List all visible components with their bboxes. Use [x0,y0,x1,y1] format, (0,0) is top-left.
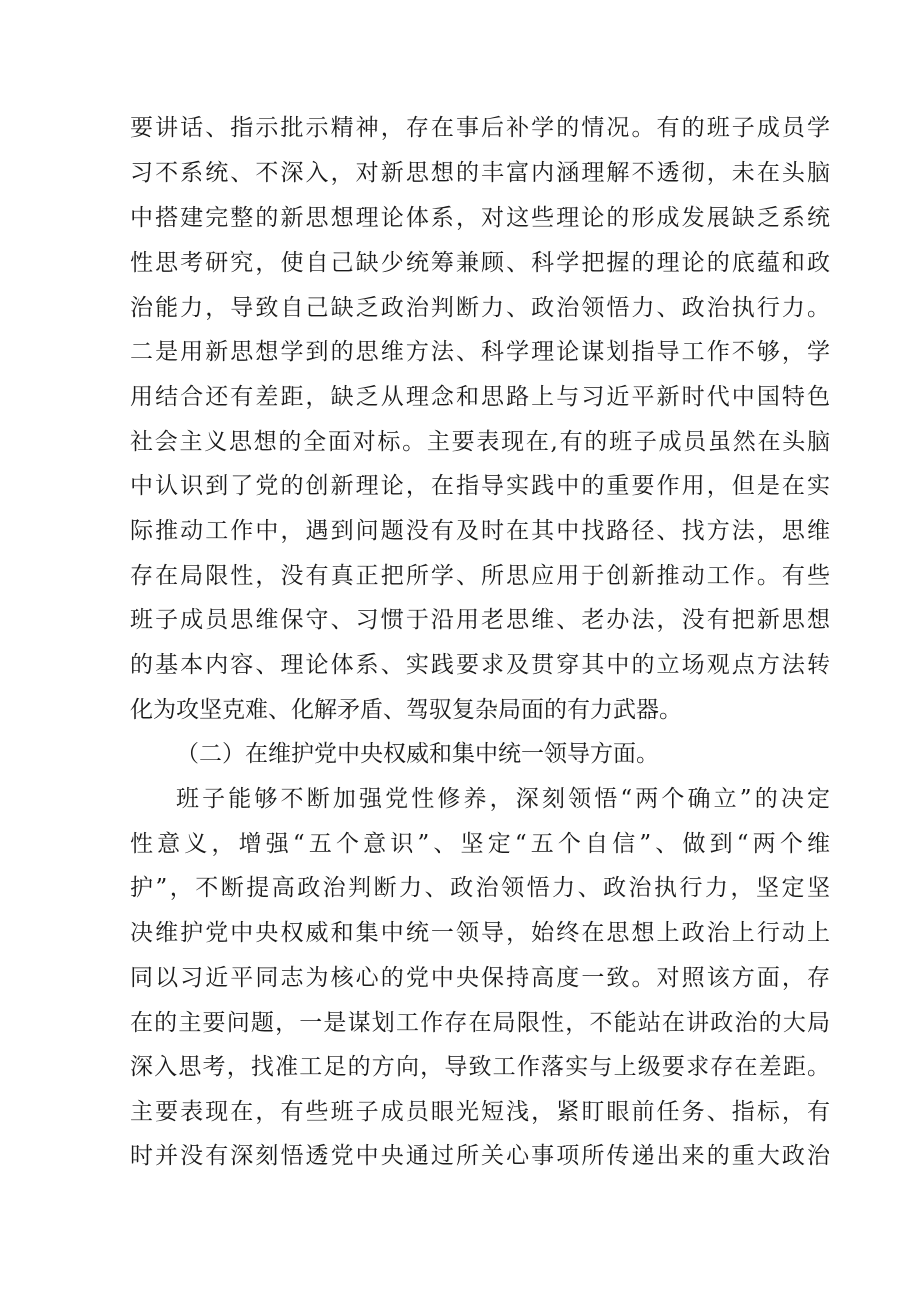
body-text-line: 社会主义思想的全面对标。主要表现在,有的班子成员虽然在头脑 [130,429,830,455]
body-text-line: 班子能够不断加强党性修养，深刻领悟“两个确立”的决定 [176,786,830,812]
body-text-line: 存在局限性，没有真正把所学、所思应用于创新推动工作。有些 [130,563,830,589]
body-text-line: 中搭建完整的新思想理论体系，对这些理论的形成发展缺乏系统 [130,205,830,231]
body-text-line: 同以习近平同志为核心的党中央保持高度一致。对照该方面，存 [130,965,830,991]
body-text-line: 的基本内容、理论体系、实践要求及贯穿其中的立场观点方法转 [130,652,830,678]
body-text-line: 要讲话、指示批示精神，存在事后补学的情况。有的班子成员学 [130,115,830,141]
body-text-line: 中认识到了党的创新理论，在指导实践中的重要作用，但是在实 [130,473,830,499]
body-text-line: 护”，不断提高政治判断力、政治领悟力、政治执行力，坚定坚 [130,875,830,901]
body-text-line: 性思考研究，使自己缺少统筹兼顾、科学把握的理论的底蕴和政 [130,250,830,276]
body-text-line: 二是用新思想学到的思维方法、科学理论谋划指导工作不够，学 [130,339,830,365]
body-text-line: 决维护党中央权威和集中统一领导，始终在思想上政治上行动上 [130,920,830,946]
body-text-line: 性意义，增强“五个意识”、坚定“五个自信”、做到“两个维 [130,831,830,857]
section-heading: （二）在维护党中央权威和集中统一领导方面。 [176,741,659,767]
body-text-line: 用结合还有差距，缺乏从理念和思路上与习近平新时代中国特色 [130,384,830,410]
body-text-line: 主要表现在，有些班子成员眼光短浅，紧盯眼前任务、指标，有 [130,1099,830,1125]
body-text-line: 深入思考，找准工足的方向，导致工作落实与上级要求存在差距。 [130,1054,830,1080]
body-text-line: 化为攻坚克难、化解矛盾、驾驭复杂局面的有力武器。 [130,697,682,723]
body-text-line: 习不系统、不深入，对新思想的丰富内涵理解不透彻，未在头脑 [130,160,830,186]
body-text-line: 时并没有深刻悟透党中央通过所关心事项所传递出来的重大政治 [130,1143,830,1169]
body-text-line: 班子成员思维保守、习惯于沿用老思维、老办法，没有把新思想 [130,607,830,633]
body-text-line: 际推动工作中，遇到问题没有及时在其中找路径、找方法，思维 [130,518,830,544]
body-text-line: 在的主要问题，一是谋划工作存在局限性，不能站在讲政治的大局 [130,1010,830,1036]
body-text-line: 治能力，导致自己缺乏政治判断力、政治领悟力、政治执行力。 [130,295,830,321]
